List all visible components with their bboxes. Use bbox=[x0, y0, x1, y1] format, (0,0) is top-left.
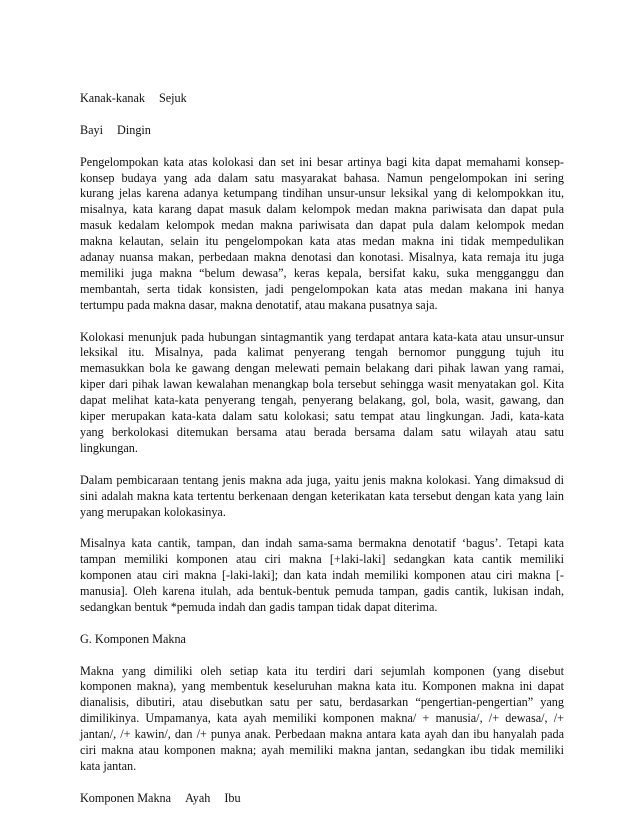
text-line: makna kelautan, selain itu pengelompokan kata atas medan makna ini tidak mempedulikan bbox=[80, 234, 564, 249]
text-line: dianalisis, dibutiri, atau disebutkan satu per satu, berdasarkan “pengertian-pengertian” yang bbox=[80, 695, 564, 710]
text-line: yang berkolokasi ditemukan bersama atau berada bersama dalam satu wilayah atau satu bbox=[80, 424, 564, 439]
text-line: memiliki juga makna “belum dewasa”, keras kepala, bersifat kaku, suka mengganggu dan bbox=[80, 265, 564, 280]
row-term: Sejuk bbox=[158, 91, 187, 105]
text-line: Kolokasi menunjuk pada hubungan sintagmantik yang terdapat antara kata-kata atau unsur-unsur bbox=[80, 329, 564, 344]
document-page bbox=[80, 91, 564, 823]
text-line: masuk kedalam kelompok medan makna pariwisata dan dapat pula dalam kelompok medan bbox=[80, 218, 564, 233]
text-line: manusia]. Oleh karena itulah, ada bentuk-bentuk pemuda tampan, gadis cantik, lukisan indah, bbox=[80, 584, 564, 599]
text-line: konsep budaya yang ada dalam satu masyarakat bahasa. Namun pengelompokan ini sering bbox=[80, 170, 564, 185]
text-line: Pengelompokan kata atas kolokasi dan set ini besar artinya bagi kita dapat memahami konsep- bbox=[80, 154, 564, 169]
text-line: sini adalah makna kata tertentu berkenaan dengan keterikatan kata tersebut dengan kata yang lain bbox=[80, 488, 564, 503]
text-line: kiper merupakan kata-kata dalam satu kolokasi; satu tempat atau lingkungan. Jadi, kata-kata bbox=[80, 409, 564, 424]
text-line: leksikal itu. Misalnya, pada kalimat penyerang tengah bernomor punggung tujuh itu bbox=[80, 345, 564, 360]
text-line: komponen atau ciri makna [-laki-laki]; dan kata indah memiliki komponen atau ciri makna [- bbox=[80, 568, 564, 583]
row-term: Bayi bbox=[80, 122, 104, 137]
row-kanak-sejuk bbox=[80, 91, 564, 107]
text-line: memasukkan bola ke gawang dengan melewati pemain belakang dari pihak lawan yang ramai, bbox=[80, 361, 564, 376]
paragraph-pengelompokan bbox=[80, 155, 564, 314]
text-line: komponen makna), yang membentuk keseluruhan makna kata itu. Komponen makna ini dapat bbox=[80, 679, 564, 694]
paragraph-komponen-makna bbox=[80, 664, 564, 775]
text-line: misalnya, kata karang dapat masuk dalam kelompok medan makna pariwisata dan dapat pula bbox=[80, 202, 564, 217]
paragraph-jenis-makna bbox=[80, 473, 564, 521]
row-term: Ayah bbox=[185, 790, 211, 805]
text-line: dimilikinya. Umpamanya, kata ayah memiliki komponen makna/ + manusia/, /+ dewasa/, /+ bbox=[80, 711, 564, 726]
text-line: tampan memiliki komponen atau ciri makna [+laki-laki] sedangkan kata cantik memiliki bbox=[80, 552, 564, 567]
row-term: Kanak-kanak bbox=[80, 91, 145, 105]
paragraph-kolokasi bbox=[80, 330, 564, 457]
text-line: sedangkan bentuk *pemuda indah dan gadis tampan tidak dapat diterima. bbox=[80, 599, 438, 614]
text-line: membantah, serta tidak konsisten, jadi pengelompokan kata atas medan makana ini hanya bbox=[80, 281, 564, 296]
text-line: adanay nuansa makan, perbedaan makna denotasi dan konotasi. Misalnya, kata remaja itu juga bbox=[80, 250, 564, 265]
text-line: Dalam pembicaraan tentang jenis makna ada juga, yaitu jenis makna kolokasi. Yang dimaksud di bbox=[80, 472, 564, 487]
section-heading: G. Komponen Makna bbox=[80, 631, 186, 646]
text-line: kata jantan. bbox=[80, 758, 137, 773]
text-line: Misalnya kata cantik, tampan, dan indah sama-sama bermakna denotatif ‘bagus’. Tetapi kata bbox=[80, 536, 564, 551]
paragraph-contoh bbox=[80, 536, 564, 616]
text-line: jantan/, /+ kawin/, dan /+ punya anak. Perbedaan makna antara kata ayah dan ibu hanyalah pada bbox=[80, 727, 564, 742]
text-line: kurang jelas karena adanya ketumpang tindihan unsur-unsur leksikal yang di kelompokkan itu, bbox=[80, 186, 564, 201]
text-line: yang merupakan kolokasinya. bbox=[80, 504, 226, 519]
text-line: Makna yang dimiliki oleh setiap kata itu terdiri dari sejumlah komponen (yang disebut bbox=[80, 663, 564, 678]
text-line: ciri makna atau komponen makna; ayah memiliki makna jantan, sedangkan ibu tidak memiliki bbox=[80, 743, 564, 758]
row-term: Komponen Makna bbox=[80, 790, 172, 805]
text-line: dapat melihat kata-kata penyerang tengah, penyerang belakang, gol, bola, wasit, gawang, dan bbox=[80, 393, 564, 408]
text-line: kiper dari pihak lawan kewalahan menangkap bola tersebut sehingga wasit menyatakan gol. Kita bbox=[80, 377, 564, 392]
text-line: tertumpu pada makna dasar, makna denotatif, atau makana pusatnya saja. bbox=[80, 297, 438, 312]
row-term: Dingin bbox=[117, 122, 151, 137]
row-bayi-dingin bbox=[80, 123, 564, 139]
row-komponen-ayah-ibu bbox=[80, 791, 564, 807]
row-term: Ibu bbox=[224, 790, 241, 805]
text-line: lingkungan. bbox=[80, 440, 138, 455]
